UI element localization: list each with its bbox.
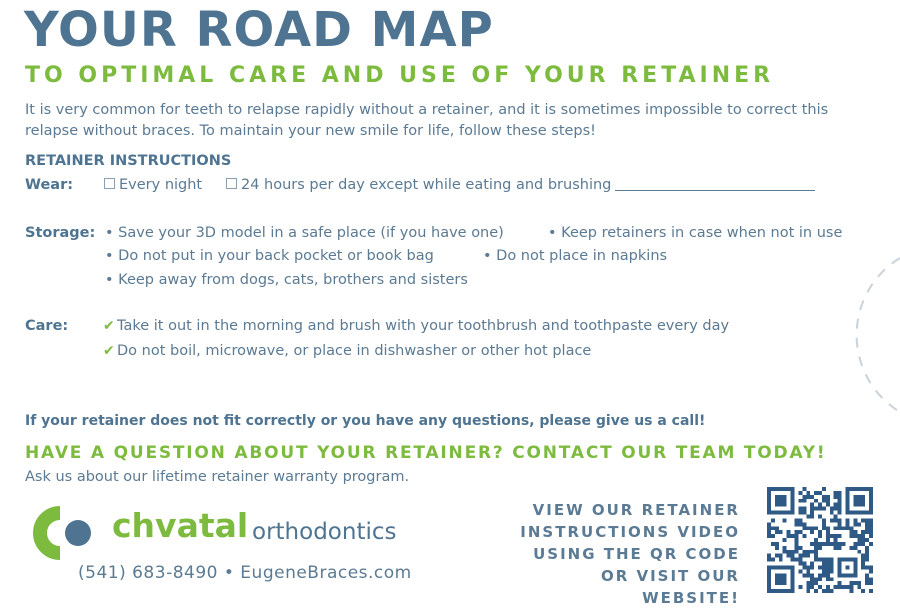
qr-instructions-line: VIEW OUR RETAINER — [532, 501, 740, 519]
check-icon: ✔ — [103, 318, 115, 334]
decorative-arc — [830, 250, 900, 420]
logo-wordmark-orthodontics: orthodontics — [252, 519, 397, 545]
storage-item: • Do not put in your back pocket or book bag — [105, 248, 434, 264]
wear-label: Wear: — [25, 177, 74, 193]
wear-option-every-night — [104, 177, 202, 193]
phone-and-website[interactable]: (541) 683-8490 • EugeneBraces.com — [78, 563, 412, 583]
contact-heading: HAVE A QUESTION ABOUT YOUR RETAINER? CONTACT OUR TEAM TODAY! — [25, 443, 827, 463]
care-item — [103, 318, 729, 334]
qr-instructions — [500, 499, 740, 609]
logo-mark-icon — [22, 505, 94, 561]
storage-item: • Keep retainers in case when not in use — [548, 225, 843, 241]
qr-code-icon[interactable] — [766, 487, 874, 593]
care-item-text: Do not boil, microwave, or place in dishwasher or other hot place — [117, 343, 592, 359]
qr-instructions-line: USING THE QR CODE — [533, 545, 740, 563]
call-us-text: If your retainer does not fit correctly or you have any questions, please give us a call! — [25, 413, 706, 429]
wear-option-24-hours — [226, 177, 815, 193]
qr-instructions-line: INSTRUCTIONS VIDEO — [520, 523, 740, 541]
check-icon: ✔ — [103, 343, 115, 359]
care-item — [103, 343, 591, 359]
intro-paragraph: It is very common for teeth to relapse rapidly without a retainer, and it is sometimes impossible to correct this relapse without braces. To maintain your new smile for life, follow these steps! — [25, 102, 829, 139]
storage-item: • Keep away from dogs, cats, brothers and sisters — [105, 272, 468, 288]
checkbox-icon — [104, 178, 115, 189]
checkbox-icon — [226, 178, 237, 189]
wear-option-label: Every night — [119, 177, 203, 193]
care-item-text: Take it out in the morning and brush with your toothbrush and toothpaste every day — [117, 318, 730, 334]
storage-item: • Save your 3D model in a safe place (if you have one) — [105, 225, 504, 241]
instructions-heading: RETAINER INSTRUCTIONS — [25, 153, 232, 169]
storage-item: • Do not place in napkins — [483, 248, 668, 264]
wear-option-label: 24 hours per day except while eating and brushing — [241, 177, 612, 193]
page-subtitle: TO OPTIMAL CARE AND USE OF YOUR RETAINER — [25, 63, 775, 88]
warranty-text: Ask us about our lifetime retainer warranty program. — [25, 469, 410, 485]
page-title: YOUR ROAD MAP — [24, 2, 494, 58]
fill-in-blank-line — [615, 178, 815, 191]
care-label: Care: — [25, 318, 69, 334]
qr-instructions-line: OR VISIT OUR WEBSITE! — [600, 567, 740, 607]
storage-label: Storage: — [25, 225, 96, 241]
logo-wordmark-chvatal: chvatal — [112, 506, 249, 545]
